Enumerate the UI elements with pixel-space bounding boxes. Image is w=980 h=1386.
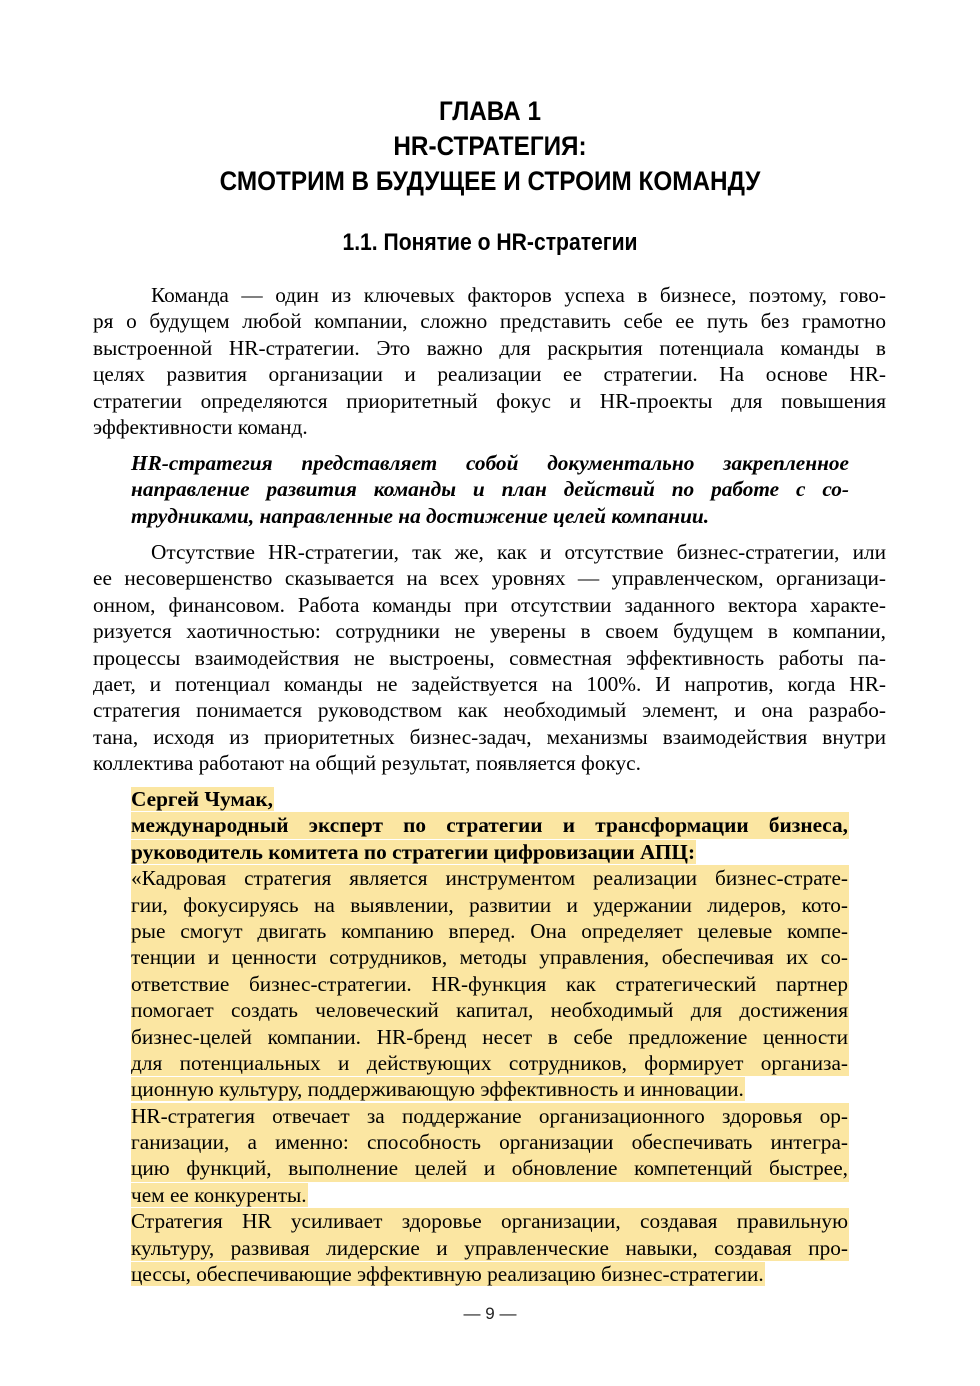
paragraph-line: ризуется хаотичностью: сотрудники не уверены в своем будущем в компании, xyxy=(93,619,886,644)
paragraph-intro xyxy=(93,282,886,440)
paragraph-line: стратегия понимается руководством как необходимый элемент, и она разрабо- xyxy=(93,698,886,723)
quote-role: международный эксперт по стратегии и трансформации бизнеса, xyxy=(131,813,848,838)
definition-line: трудниками, направленные на достижение целей компании. xyxy=(131,503,710,528)
quote-author-line xyxy=(131,786,849,812)
quote-text: ганизации, а именно: способность организации обеспечивать интегра- xyxy=(131,1130,848,1155)
definition-line: HR-стратегия представляет собой документально закрепленное xyxy=(131,451,849,475)
quote-text: цию функций, выполнение целей и обновление компетенций быстрее, xyxy=(131,1156,848,1181)
quote-text: тенции и ценности сотрудников, методы управления, обеспечивая их со- xyxy=(131,945,848,970)
quote-line xyxy=(131,1024,849,1050)
quote-line xyxy=(131,997,849,1023)
paragraph-line: целях развития организации и реализации ее стратегии. На основе HR- xyxy=(93,362,886,387)
definition-line: направление развития команды и план действий по работе с со- xyxy=(131,477,849,502)
quote-line xyxy=(131,971,849,997)
quote-role: руководитель комитета по стратегии цифровизации АПЦ: xyxy=(131,839,696,864)
quote-line xyxy=(131,1103,849,1129)
quote-line xyxy=(131,1050,849,1076)
quote-line xyxy=(131,1129,849,1155)
paragraph-line: Отсутствие HR-стратегии, так же, как и отсутствие бизнес-стратегии, или xyxy=(151,540,886,564)
quote-line xyxy=(131,1155,849,1181)
chapter-title-line-1: HR-СТРАТЕГИЯ: xyxy=(393,131,587,161)
chapter-heading xyxy=(49,94,931,199)
paragraph-line: выстроенной HR-стратегии. Это важно для раскрытия потенциала команды в xyxy=(93,335,886,360)
quote-text: рые смогут двигать компанию вперед. Она определяет целевые компе- xyxy=(131,918,848,943)
quote-line xyxy=(131,1182,849,1208)
expert-quote xyxy=(131,786,849,1287)
quote-text: бизнес-целей компании. HR-бренд несет в себе предложение ценности xyxy=(131,1024,848,1049)
paragraph-line: ее несовершенство сказывается на всех уровнях — управленческом, организаци- xyxy=(93,566,886,591)
paragraph-line: ря о будущем любой компании, сложно представить себе ее путь без грамотно xyxy=(93,309,886,334)
paragraph-line: стратегии определяются приоритетный фокус и HR-проекты для повышения xyxy=(93,388,886,413)
paragraph-line: дает, и потенциал команды не задействуется на 100%. И напротив, когда HR- xyxy=(93,671,886,696)
paragraph-line: коллектива работают на общий результат, появляется фокус. xyxy=(93,751,641,776)
paragraph-line: Команда — один из ключевых факторов успеха в бизнесе, поэтому, гово- xyxy=(151,283,886,307)
section-title: 1.1. Понятие о HR-стратегии xyxy=(342,229,638,256)
quote-line xyxy=(131,865,849,891)
quote-text: помогает создать человеческий капитал, необходимый для достижения xyxy=(131,998,848,1023)
quote-text: HR-стратегия отвечает за поддержание организационного здоровья ор- xyxy=(131,1103,848,1128)
quote-text: цессы, обеспечивающие эффективную реализацию бизнес-стратегии. xyxy=(131,1262,764,1287)
quote-text: гии, фокусируясь на выявлении, развитии и удержании лидеров, кото- xyxy=(131,892,848,917)
chapter-title-line-2: СМОТРИМ В БУДУЩЕЕ И СТРОИМ КОМАНДУ xyxy=(219,166,761,196)
quote-line xyxy=(131,918,849,944)
quote-role-line xyxy=(131,839,849,865)
quote-line xyxy=(131,1076,849,1102)
paragraph-line: процессы взаимодействия не выстроены, совместная эффективность работы па- xyxy=(93,645,886,670)
page-number: — 9 — xyxy=(463,1304,517,1323)
quote-line xyxy=(131,1208,849,1234)
quote-line xyxy=(131,1235,849,1261)
paragraph-line: тана, исходя из приоритетных бизнес-задач, механизмы взаимодействия внутри xyxy=(93,724,886,749)
quote-line xyxy=(131,1261,849,1287)
paragraph-line: онном, финансовом. Работа команды при отсутствии заданного вектора характе- xyxy=(93,592,886,617)
definition-block xyxy=(131,450,849,529)
quote-line xyxy=(131,944,849,970)
quote-role-line xyxy=(131,812,849,838)
quote-text: Стратегия HR усиливает здоровье организации, создавая правильную xyxy=(131,1209,848,1234)
quote-line xyxy=(131,892,849,918)
paragraph-absence xyxy=(93,539,886,777)
quote-text: чем ее конкуренты. xyxy=(131,1182,307,1207)
quote-text: ответствие бизнес-стратегии. HR-функция как стратегический партнер xyxy=(131,971,848,996)
quote-author: Сергей Чумак, xyxy=(131,787,273,811)
chapter-number: ГЛАВА 1 xyxy=(439,96,541,126)
paragraph-line: эффективности команд. xyxy=(93,414,308,439)
quote-text: культуру, развивая лидерские и управленческие навыки, создавая про- xyxy=(131,1235,848,1260)
quote-text: ционную культуру, поддерживающую эффективность и инновации. xyxy=(131,1077,744,1102)
quote-text: «Кадровая стратегия является инструментом реализации бизнес-страте- xyxy=(131,866,848,891)
quote-text: для потенциальных и действующих сотрудников, формирует организа- xyxy=(131,1050,848,1075)
